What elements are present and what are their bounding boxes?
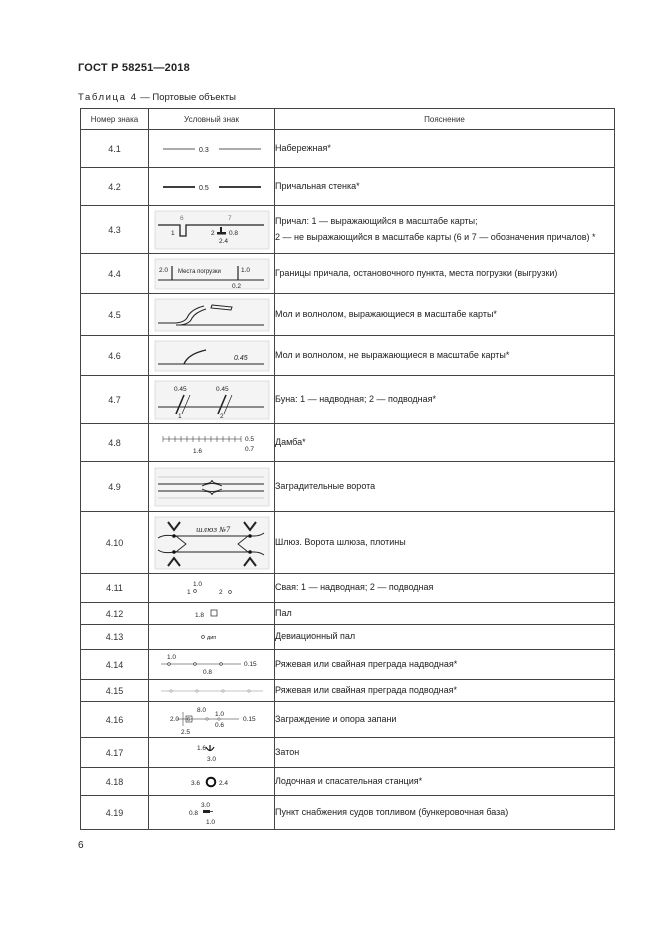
symbol-cell	[149, 796, 275, 830]
dim-label: 0.2	[231, 282, 241, 290]
row-description: Заградительные ворота	[275, 462, 615, 512]
row-description: Затон	[275, 738, 615, 768]
table-header-row	[81, 109, 615, 130]
row-description: Пал	[275, 603, 615, 625]
berth-label-1: 1	[170, 229, 175, 237]
row-description-line1: Причал: 1 — выражающийся в масштабе карты;	[275, 215, 478, 226]
row-description-line2: 2 — не выражающийся в масштабе карты (6 и 7 — обозначения причалов) *	[275, 231, 596, 242]
row-number: 4.4	[81, 254, 149, 294]
dim-label: 0.15	[242, 715, 256, 723]
rescue-station-symbol	[157, 771, 267, 793]
symbol-cell	[149, 625, 275, 650]
dim-label: 2.5	[180, 728, 190, 736]
fuel-supply-symbol	[157, 798, 267, 828]
loading-place-label: Места погрузки	[177, 268, 221, 275]
row-description: Мол и волнолом, не выражающиеся в масштабе карты*	[275, 336, 615, 376]
dim-label: 1.0	[192, 581, 202, 588]
row-description: Границы причала, остановочного пункта, места погрузки (выгрузки)	[275, 254, 615, 294]
symbol-cell	[149, 376, 275, 424]
row-number: 4.8	[81, 424, 149, 462]
page-number: 6	[78, 840, 84, 851]
dim-label: 1.0	[240, 266, 250, 274]
row-number: 4.2	[81, 168, 149, 206]
row-number: 4.17	[81, 738, 149, 768]
table-row	[81, 625, 615, 650]
symbol-cell	[149, 462, 275, 512]
row-number: 4.19	[81, 796, 149, 830]
table-row	[81, 254, 615, 294]
dam-symbol	[157, 429, 267, 457]
dim-label: 0.8	[228, 229, 238, 237]
row-description	[275, 206, 615, 254]
dim-label: 8.0	[196, 706, 206, 714]
dim-label: 2.4	[218, 779, 228, 787]
row-number: 4.10	[81, 512, 149, 574]
berth-label-7: 7	[227, 214, 232, 222]
table-row	[81, 650, 615, 680]
table-caption-title: Портовые объекты	[152, 92, 236, 103]
pile-symbol	[157, 577, 267, 599]
row-description: Девиационный пал	[275, 625, 615, 650]
dim-label: 0.8	[188, 809, 198, 817]
dim-label: 1.6	[196, 744, 206, 752]
symbol-cell	[149, 702, 275, 738]
row-description: Ряжевая или свайная преграда надводная*	[275, 650, 615, 680]
dim-label: 3.0	[200, 801, 210, 809]
bollard-symbol	[157, 605, 267, 623]
dim-label: 0.6	[214, 721, 224, 729]
dim-label: 1.0	[166, 653, 176, 661]
table-row	[81, 512, 615, 574]
symbol-cell	[149, 336, 275, 376]
port-objects-table	[80, 108, 615, 830]
header-symbol: Условный знак	[149, 109, 275, 130]
symbol-cell	[149, 512, 275, 574]
berth-label-2: 2	[210, 229, 215, 237]
row-description: Пункт снабжения судов топливом (бункеровочная база)	[275, 796, 615, 830]
row-description: Заграждение и опора запани	[275, 702, 615, 738]
dim-label: 0.3	[198, 146, 209, 154]
row-number: 4.12	[81, 603, 149, 625]
table-caption	[78, 92, 236, 103]
dim-label: 3.0	[206, 755, 216, 763]
groyne-symbol	[154, 380, 270, 420]
deviation-bollard-symbol	[157, 628, 267, 646]
dim-label: 2.0	[158, 266, 168, 274]
dim-label: 6	[186, 716, 190, 723]
table-row	[81, 702, 615, 738]
pile-label-2: 2	[218, 589, 223, 596]
header-number: Номер знака	[81, 109, 149, 130]
header-explanation: Пояснение	[275, 109, 615, 130]
row-number: 4.15	[81, 680, 149, 702]
dim-label: 0.15	[243, 660, 257, 668]
dim-label: 1.0	[205, 818, 215, 826]
symbol-cell	[149, 254, 275, 294]
row-number: 4.3	[81, 206, 149, 254]
table-row	[81, 462, 615, 512]
row-description: Лодочная и спасательная станция*	[275, 768, 615, 796]
groyne-label-1: 1	[177, 412, 182, 420]
table-row	[81, 168, 615, 206]
dim-label: 1.8	[194, 611, 204, 619]
dim-label: 2.4	[218, 237, 228, 245]
dim-label: 1.6	[192, 447, 202, 455]
row-description: Дамба*	[275, 424, 615, 462]
lock-name-label: шлюз №7	[195, 525, 230, 534]
row-description: Буна: 1 — надводная; 2 — подводная*	[275, 376, 615, 424]
table-row	[81, 796, 615, 830]
row-number: 4.18	[81, 768, 149, 796]
row-number: 4.16	[81, 702, 149, 738]
dim-label: 0.45	[173, 385, 187, 393]
symbol-cell	[149, 574, 275, 603]
dim-label: 0.45	[215, 385, 229, 393]
symbol-cell	[149, 680, 275, 702]
row-number: 4.9	[81, 462, 149, 512]
row-number: 4.14	[81, 650, 149, 680]
pile-label-1: 1	[186, 589, 191, 596]
table-row	[81, 294, 615, 336]
row-description: Набережная*	[275, 130, 615, 168]
row-number: 4.11	[81, 574, 149, 603]
table-row	[81, 738, 615, 768]
row-description: Причальная стенка*	[275, 168, 615, 206]
table-caption-dash: —	[137, 92, 153, 103]
dim-label: 0.5	[198, 184, 209, 192]
embankment-symbol	[157, 139, 267, 159]
symbol-cell	[149, 294, 275, 336]
row-description: Свая: 1 — надводная; 2 — подводная	[275, 574, 615, 603]
table-row	[81, 603, 615, 625]
barrier-gate-symbol	[154, 467, 270, 507]
surface-barrier-symbol	[157, 652, 267, 678]
underwater-barrier-symbol	[157, 683, 267, 699]
dim-label: 3.6	[190, 779, 200, 787]
dim-label: 0.8	[202, 668, 212, 676]
row-number: 4.1	[81, 130, 149, 168]
row-number: 4.13	[81, 625, 149, 650]
table-row	[81, 768, 615, 796]
berth-symbol	[154, 210, 270, 250]
table-row	[81, 574, 615, 603]
row-description: Шлюз. Ворота шлюза, плотины	[275, 512, 615, 574]
table-row	[81, 376, 615, 424]
table-row	[81, 424, 615, 462]
berth-boundary-symbol	[154, 258, 270, 290]
symbol-cell	[149, 768, 275, 796]
dim-label: 0.45	[233, 354, 248, 362]
symbol-cell	[149, 603, 275, 625]
row-description: Ряжевая или свайная преграда подводная*	[275, 680, 615, 702]
row-description: Мол и волнолом, выражающиеся в масштабе карты*	[275, 294, 615, 336]
dim-label: 0.5	[244, 435, 254, 443]
dim-label: 2.0	[169, 715, 179, 723]
quay-wall-symbol	[157, 177, 267, 197]
symbol-cell	[149, 168, 275, 206]
berth-label-6: 6	[179, 214, 184, 222]
dim-label: 0.7	[244, 445, 254, 453]
table-row	[81, 336, 615, 376]
symbol-cell	[149, 650, 275, 680]
backwater-symbol	[157, 740, 267, 766]
symbol-cell	[149, 206, 275, 254]
boom-symbol	[157, 704, 267, 736]
lock-symbol	[154, 516, 270, 570]
deviation-label: дип	[206, 635, 216, 641]
table-row	[81, 206, 615, 254]
table-row	[81, 130, 615, 168]
unscaled-pier-symbol	[154, 340, 270, 372]
table-row	[81, 680, 615, 702]
symbol-cell	[149, 130, 275, 168]
symbol-cell	[149, 738, 275, 768]
document-title: ГОСТ Р 58251—2018	[78, 62, 190, 74]
row-number: 4.6	[81, 336, 149, 376]
scaled-pier-symbol	[154, 298, 270, 332]
row-number: 4.5	[81, 294, 149, 336]
table-caption-prefix: Таблица 4	[78, 92, 138, 103]
dim-label: 1.0	[214, 710, 224, 718]
symbol-cell	[149, 424, 275, 462]
groyne-label-2: 2	[219, 412, 224, 420]
row-number: 4.7	[81, 376, 149, 424]
